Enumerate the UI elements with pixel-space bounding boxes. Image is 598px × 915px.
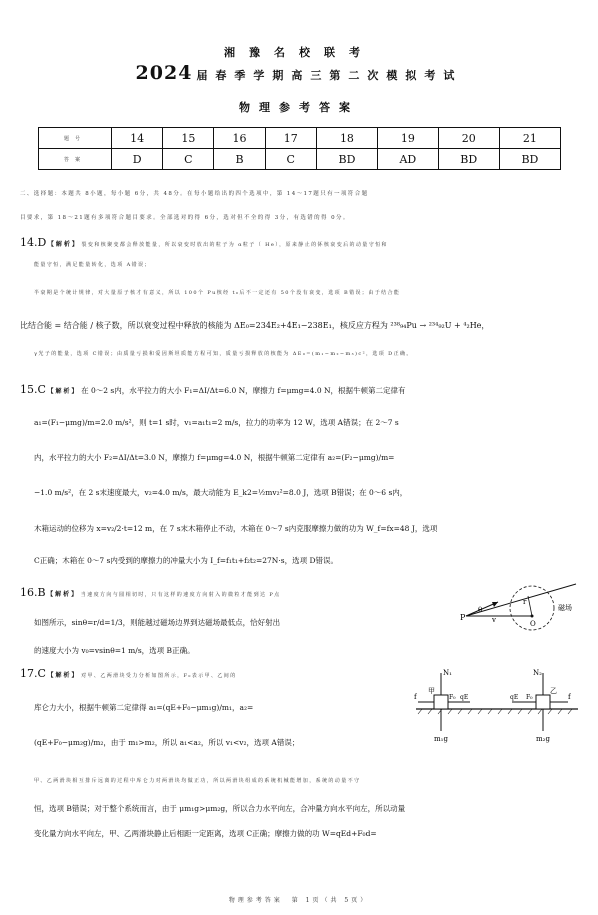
label-yi: 乙 [550,687,557,695]
q17-line5 [34,803,594,814]
row-label-question: 题号 [39,128,112,149]
answer-table-answer-row [39,149,561,170]
q14-line3: 半衰期是个统计规律，对大量原子核才有意义，所以 100个 Pu核经 t₀后不一定还有 50个没有衰变，选项 B错误；由于结合能 [34,290,401,296]
question-number: 20 [438,128,499,149]
q15-line4 [34,487,594,498]
label-m2g: m₂g [536,735,550,743]
q16-line3 [34,645,594,656]
block-yi [536,695,550,709]
label-m1g: m₁g [434,735,448,743]
label-f0-2: F₀ [526,694,533,701]
label-qe-1: qE [460,694,469,701]
q14-equation: 比结合能 = 结合能 / 核子数，所以衰变过程中释放的核能为 ΔE₀=234E₂+4E₁−238E₁，核反应方程为 ²³⁸₉₄Pu → ²³⁴₉₂U + ⁴₂He， [20,321,490,330]
exam-year: 2024 [135,62,193,84]
block-jia [434,695,448,709]
q17-line4: 甲、乙两滑块相互排斥远离的过程中库仑力对两滑块均做正功，所以两滑块组成的系统机械能增加，系统的动量不守 [34,778,361,784]
q17-figure [412,665,582,745]
label-field: 磁场 [558,604,572,612]
question-number: 18 [316,128,377,149]
exam-subtitle: 物理参考答案 [239,101,359,114]
label-r: r [523,598,527,606]
q15-text: 在 0～2 s内，水平拉力的大小 F₁=ΔI/Δt=6.0 N，摩擦力 f=μmg=4.0 N，根据牛顿第二定律有 [81,386,406,395]
answer-table [38,127,561,170]
label-qe-2: qE [510,694,519,701]
answer-cell: BD [499,149,560,170]
q17-text: 恒，选项 B错误；对于整个系统而言，由于 μm₁g>μm₂g，所以合力水平向左，合冲量方向水平向左，所以动量 [34,804,406,813]
q14-text: 裂变和核聚变都会释放能量，所以衰变时放出的粒子为 α粒子（ He），原来静止的钚核衰变后的动量守恒和 [81,242,388,248]
answer-cell: D [112,149,163,170]
analysis-tag: 【解析】 [47,672,80,679]
q15-text: −1.0 m/s²，在 2 s末速度最大，v₂=4.0 m/s，最大动能为 E_k2=½mv₂²=8.0 J，选项 B错误；在 0～6 s内， [34,488,408,497]
answer-cell: AD [378,149,439,170]
q15-text: 内，水平拉力的大小 F₂=ΔI/Δt=3.0 N，摩擦力 f=μmg=4.0 N，根据牛顿第二定律有 a₂=(F₂−μmg)/m= [34,453,395,462]
analysis-tag: 【解析】 [47,241,80,248]
analysis-tag: 【解析】 [47,388,80,395]
exam-title-rest: 届春季学期高三第二次模拟考试 [196,69,463,82]
question-number: 17 [265,128,316,149]
section-instructions-line2: 目要求，第 18～21题有多项符合题目要求。全部选对的得 6分，选对但不全的得 3分，有选错的得 0分。 [20,215,350,221]
section-instructions-line1: 二、选择题：本题共 8小题，每小题 6分，共 48分。在每小题给出的四个选项中，第 14～17题只有一项符合题 [20,191,369,197]
q15-line1 [20,383,580,396]
label-p: P [460,613,466,622]
q15-text: C正确；木箱在 0～7 s内受到的摩擦力的冲量大小为 I_f=f₁t₁+f₂t₂=27N·s，选项 D错误。 [34,556,338,565]
exam-title [0,62,598,84]
question-number: 14 [112,128,163,149]
q16-figure [458,578,588,638]
page-footer: 物理参考答案 第 1页（共 5页） [228,897,370,904]
label-f-1: f [414,693,417,701]
analysis-tag: 【解析】 [47,591,80,598]
answer-cell: BD [438,149,499,170]
center-point [531,615,534,618]
q15-line3 [34,452,594,463]
label-f-2: f [568,693,571,701]
q16-line2 [34,617,454,628]
q17-line2 [34,702,414,713]
label-n2: N₂ [533,669,542,677]
question-number: 15 [163,128,214,149]
answer-cell: C [163,149,214,170]
question-number: 21 [499,128,560,149]
q17-text: 库仑力大小，根据牛顿第二定律得 a₁=(qE+F₀−μm₁g)/m₁，a₂= [34,703,254,712]
q15-line2 [34,417,594,428]
label-o: O [530,620,536,628]
answer-cell: BD [316,149,377,170]
label-jia: 甲 [428,687,435,695]
q17-line6 [34,828,594,839]
q17-text: 变化量方向水平向左，甲、乙两滑块静止后相距一定距离，选项 C正确；摩擦力做的功 W=qEd+F₀d= [34,829,377,838]
q17-line3 [34,737,414,748]
q16-text: 的速度大小为 v₀=vsinθ=1 m/s，选项 B正确。 [34,646,195,655]
q15-number: 15.C [20,383,46,396]
question-number: 16 [214,128,265,149]
q15-text: a₁=(F₁−μmg)/m=2.0 m/s²，则 t=1 s时，v₁=a₁t₁=2 m/s，拉力的功率为 12 W，选项 A错误；在 2～7 s [34,418,399,427]
answer-cell: B [214,149,265,170]
label-theta: θ [478,606,483,614]
answer-table-number-row [39,128,561,149]
answer-cell: C [265,149,316,170]
q14-line5: γ光子的能量，选项 C错误；由质量亏损和爱因斯坦质能方程可知，质量亏损释放的核能为 ΔE₀=(m₁−m₂−m₃)c²，选项 D正确。 [34,351,413,357]
exam-org: 湘豫名校联考 [224,46,374,59]
q15-line6 [34,555,594,566]
q14-line4 [20,320,580,331]
question-number: 19 [378,128,439,149]
q16-text: 如图所示，sinθ=r/d=1/3，则能越过磁场边界到达磁场最低点，恰好射出 [34,618,281,627]
q17-text: 对甲、乙两滑块受力分析如图所示，F₀表示甲、乙间的 [81,673,237,679]
q16-text: 当速度方向与圆相切时，只有这样的速度方向射入的微粒才能到达 P点 [80,592,281,598]
q14-line2: 能量守恒，满足能量转化，选项 A错误； [34,262,151,268]
q16-number: 16.B [20,586,46,599]
q17-text: (qE+F₀−μm₂g)/m₂，由于 m₁>m₂，所以 a₁<a₂，所以 v₁<v₂，选项 A错误； [34,738,300,747]
q15-line5 [34,523,594,534]
radius-line [528,596,532,616]
row-label-answer: 答案 [39,149,112,170]
label-v: v [492,616,496,624]
label-n1: N₁ [443,669,452,677]
q17-number: 17.C [20,667,46,680]
label-f0-1: F₀ [449,694,456,701]
q15-text: 木箱运动的位移为 x=v₂/2·t=12 m，在 7 s末木箱停止不动，木箱在 0～7 s内克服摩擦力做的功为 W_f=fx=48 J，选项 [34,524,438,533]
q14-number: 14.D [20,236,47,249]
q14-line1 [20,236,580,249]
